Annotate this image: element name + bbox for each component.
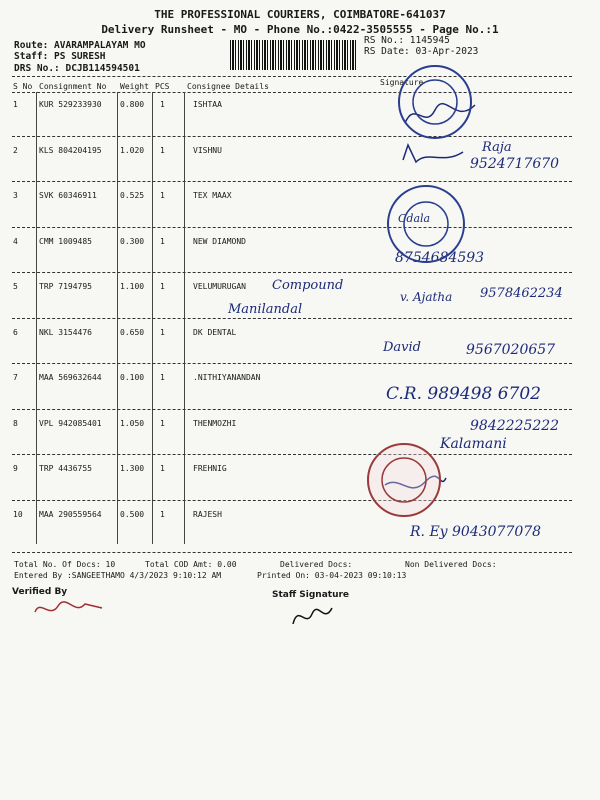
handwritten-row7: C.R. 989498 6702	[386, 384, 541, 404]
col-weight: Weight	[120, 82, 149, 91]
row-consignee: ISHTAA	[193, 100, 222, 109]
row-consignment: NKL 3154476	[39, 327, 92, 337]
row-consignment: CMM 1009485	[39, 236, 92, 246]
row-sno: 3	[13, 191, 18, 200]
total-docs: Total No. Of Docs: 10	[14, 560, 116, 569]
row-sno: 7	[13, 373, 18, 382]
handwritten-name-row5: v. Ajatha	[400, 290, 453, 304]
row-consignee: .NITHIYANANDAN	[193, 373, 261, 382]
row-consignee: FREHNIG	[193, 464, 227, 473]
row-pcs: 1	[160, 509, 165, 519]
staff-signature	[288, 600, 338, 630]
row-sno: 4	[13, 236, 18, 246]
handwritten-name-row6: David	[383, 340, 421, 355]
delivered-docs: Delivered Docs:	[280, 560, 353, 569]
row-sno: 9	[13, 464, 18, 473]
rs-number: RS No.: 1145945	[364, 35, 450, 46]
row-pcs: 1	[160, 145, 165, 155]
non-delivered-docs: Non Delivered Docs:	[405, 560, 497, 569]
row-weight: 1.020	[120, 145, 145, 155]
drs-number: DRS No.: DCJB114594501	[14, 63, 140, 74]
row-consignment: KLS 804204195	[39, 145, 102, 155]
verified-signature	[30, 594, 110, 622]
row-consignment: MAA 290559564	[39, 509, 102, 519]
col-consignment: Consignment No	[39, 82, 107, 91]
row-weight: 0.525	[120, 191, 145, 200]
handwritten-phone-row2: 9524717670	[470, 156, 560, 172]
handwritten-name-row2: Raja	[482, 140, 512, 155]
total-cod: Total COD Amt: 0.00	[145, 560, 237, 569]
company-stamp-icon	[395, 62, 475, 142]
row-consignment: TRP 7194795	[39, 282, 92, 291]
handwritten-note2-row5: Manilandal	[228, 302, 303, 317]
handwritten-phone-row8: 9842225222	[470, 418, 560, 434]
tex-maax-stamp-icon	[384, 182, 468, 266]
handwritten-name-row8: Kalamani	[440, 436, 507, 452]
row-sno: 6	[13, 327, 18, 337]
row-consignment: TRP 4436755	[39, 464, 92, 473]
handwritten-phone-row6: 9567020657	[466, 342, 556, 358]
col-pcs: PCS	[155, 82, 170, 91]
staff: Staff: PS SURESH	[14, 51, 106, 62]
entered-by: Entered By :SANGEETHAMO 4/3/2023 9:10:12 AM	[14, 571, 222, 580]
row-consignment: MAA 569632644	[39, 373, 102, 382]
row-weight: 1.050	[120, 418, 145, 428]
row-consignee: VELUMURUGAN	[193, 282, 246, 291]
rs-date: RS Date: 03-Apr-2023	[364, 46, 479, 57]
row-consignee: RAJESH	[193, 509, 222, 519]
handwritten-row10: R. Ey 9043077078	[410, 524, 542, 540]
signature-row2	[398, 140, 468, 170]
row-sno: 2	[13, 145, 18, 155]
instruments-stamp-icon	[364, 440, 444, 520]
row-consignment: KUR 529233930	[39, 100, 102, 109]
handwritten-row4: 8754684593	[395, 250, 485, 266]
col-signature: Signature	[380, 78, 424, 87]
row-pcs: 1	[160, 327, 165, 337]
verified-by-label: Verified By	[12, 587, 68, 597]
row-consignee: DK DENTAL	[193, 327, 237, 337]
runsheet-title: Delivery Runsheet - MO - Phone No.:0422-3505555 - Page No.:1	[101, 23, 499, 36]
staff-signature-label: Staff Signature	[272, 590, 350, 600]
row-consignee: VISHNU	[193, 145, 222, 155]
barcode	[230, 40, 358, 70]
col-sno: S No	[13, 82, 33, 91]
row-consignment: SVK 60346911	[39, 191, 97, 200]
row-weight: 0.100	[120, 373, 145, 382]
row-sno: 10	[13, 509, 23, 519]
row-pcs: 1	[160, 100, 165, 109]
row-pcs: 1	[160, 191, 165, 200]
row-weight: 0.650	[120, 327, 145, 337]
row-weight: 1.300	[120, 464, 145, 473]
row-weight: 0.500	[120, 509, 145, 519]
row-pcs: 1	[160, 373, 165, 382]
row-pcs: 1	[160, 418, 165, 428]
printed-on: Printed On: 03-04-2023 09:10:13	[257, 571, 407, 580]
row-consignee: THENMOZHI	[193, 418, 237, 428]
row-weight: 0.800	[120, 100, 145, 109]
row-sno: 8	[13, 418, 18, 428]
col-consignee: Consignee Details	[187, 82, 269, 91]
handwritten-phone-row5: 9578462234	[480, 286, 563, 301]
row-sno: 5	[13, 282, 18, 291]
row-consignment: VPL 942085401	[39, 418, 102, 428]
handwritten-sig-row3: Cdala	[398, 212, 431, 225]
route: Route: AVARAMPALAYAM MO	[14, 40, 146, 51]
row-consignee: TEX MAAX	[193, 191, 232, 200]
row-sno: 1	[13, 100, 18, 109]
row-pcs: 1	[160, 464, 165, 473]
handwritten-note1-row5: Compound	[272, 278, 344, 293]
row-weight: 1.100	[120, 282, 145, 291]
company-title: THE PROFESSIONAL COURIERS, COIMBATORE-641037	[154, 8, 446, 21]
row-pcs: 1	[160, 236, 165, 246]
row-consignee: NEW DIAMOND	[193, 236, 246, 246]
row-weight: 0.300	[120, 236, 145, 246]
row-pcs: 1	[160, 282, 165, 291]
